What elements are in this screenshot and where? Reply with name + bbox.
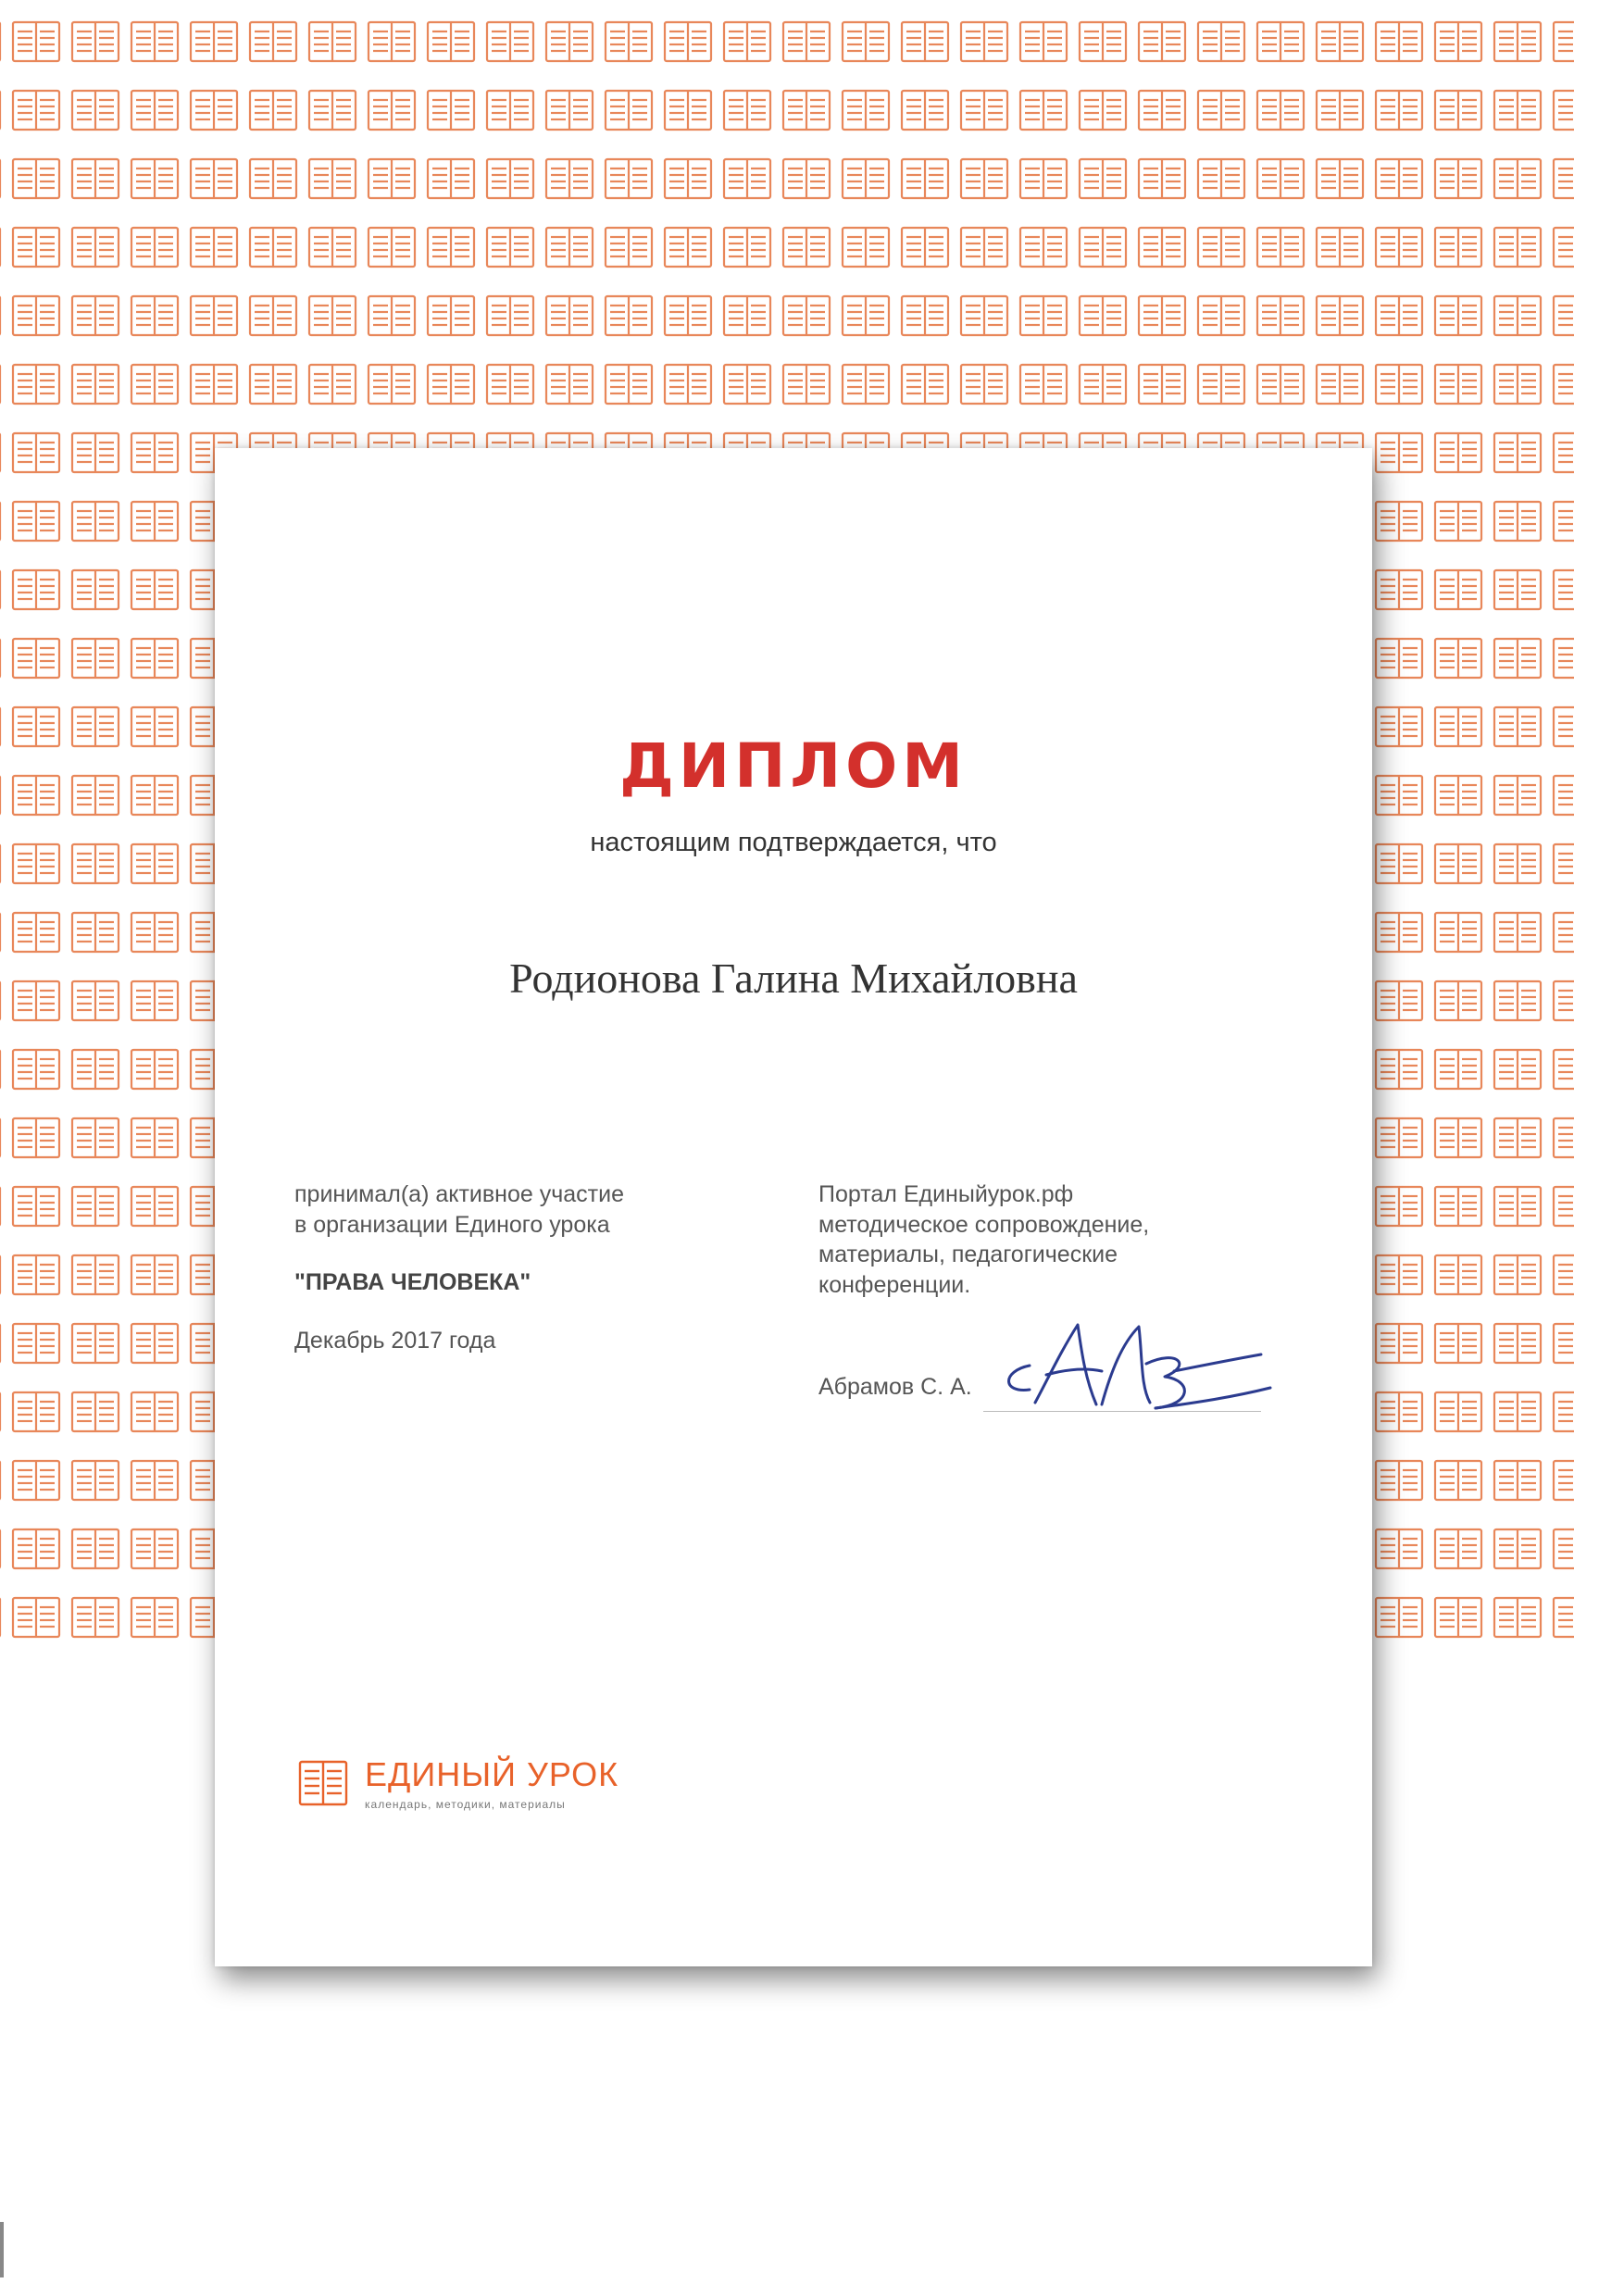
event-name: "ПРАВА ЧЕЛОВЕКА" (294, 1269, 531, 1295)
book-logo-icon (298, 1758, 348, 1808)
edge-mark (0, 2222, 4, 2277)
portal-line-3: материалы, педагогические (818, 1242, 1118, 1267)
logo (298, 1755, 618, 1811)
diploma-subtitle: настоящим подтверждается, что (590, 828, 997, 857)
logo-name: ЕДИНЫЙ УРОК (365, 1755, 619, 1793)
portal-line-4: конференции. (818, 1271, 971, 1298)
portal-block (818, 1179, 1226, 1300)
participation-line-2: в организации Единого урока (294, 1211, 610, 1238)
diploma-sheet (215, 448, 1372, 1966)
logo-tagline: календарь, методики, материалы (365, 1798, 566, 1811)
participation-line-1: принимал(а) активное участие (294, 1181, 624, 1207)
signature-icon (993, 1314, 1298, 1420)
signature-line (983, 1411, 1261, 1412)
event-date: Декабрь 2017 года (294, 1327, 496, 1354)
portal-line-1: Портал Единыйурок.рф (818, 1181, 1074, 1207)
participation-block (294, 1179, 757, 1355)
signer-name: Абрамов С. А. (818, 1374, 972, 1400)
portal-line-2: методическое сопровождение, (818, 1211, 1150, 1238)
recipient-name: Родионова Галина Михайловна (509, 955, 1078, 1002)
diploma-title: ДИПЛОМ (619, 730, 968, 802)
